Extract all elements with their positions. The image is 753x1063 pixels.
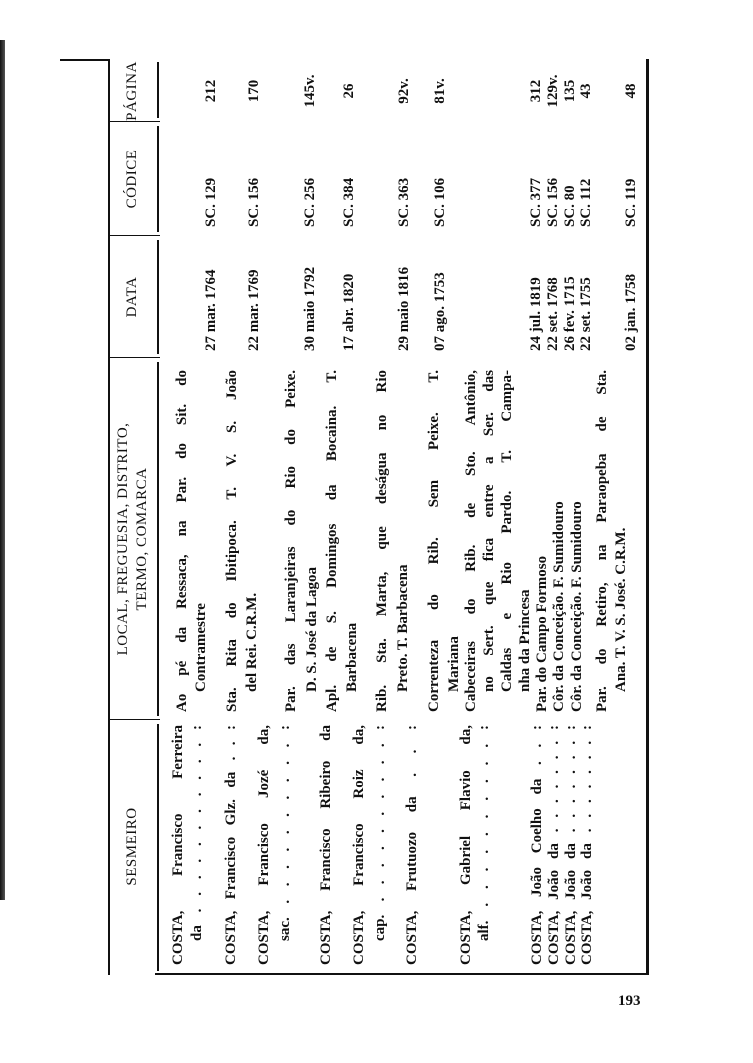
local-line: Barbacena: [344, 622, 360, 692]
pagina-cell: 212: [203, 79, 219, 103]
date-cell: 29 maio 1816: [396, 266, 412, 351]
sesmeiro-line: COSTA, Francisco Glz. da . . :: [223, 725, 239, 965]
table-left-border: [155, 973, 647, 975]
local-line: Ana. T. V. S. José. C.R.M.: [613, 527, 629, 692]
pagina-cell: 170: [246, 79, 262, 103]
sesmeiro-line: cap. . . . . . . . . . . :: [372, 725, 388, 941]
sesmeiro-line: COSTA, Francisco Roiz da,: [351, 725, 367, 965]
sesmeiro-line: COSTA, João da . . . . . . . :: [563, 725, 579, 965]
date-cell: 17 abr. 1820: [341, 273, 357, 351]
local-line: Correnteza do Rib. Sem Peixe. T.: [426, 370, 442, 712]
local-line: Apl. de S. Domingos da Bocaina. T.: [324, 370, 340, 712]
codice-cell: SC. 156: [246, 177, 262, 227]
sesmeiro-line: COSTA, João da . . . . . . . :: [546, 725, 562, 965]
date-cell: 07 ago. 1753: [432, 272, 448, 351]
sesmeiro-line: alf. . . . . . . . . . . :: [476, 725, 492, 941]
date-cell: 24 jul. 1819: [528, 277, 544, 351]
local-line: del Rei. C.R.M.: [244, 592, 260, 692]
local-line: Caldas e Rio Pardo. T. Campa-: [499, 370, 515, 692]
date-cell: 22 set. 1755: [578, 277, 594, 351]
local-line: no Sert. que fica entre a Ser. das: [481, 370, 497, 692]
page-number: 193: [618, 993, 641, 1009]
pagina-cell: 312: [528, 79, 544, 103]
date-cell: 26 fev. 1715: [562, 276, 578, 351]
sesmeiro-line: COSTA, Gabriel Flavio da,: [458, 725, 474, 965]
header-divider: [157, 126, 159, 232]
header-local-line2: TERMO, COMARCA: [134, 467, 150, 611]
header-local: [114, 358, 152, 720]
header-local-line1: LOCAL, FREGUESIA, DISTRITO,: [115, 422, 131, 656]
pagina-cell: 135: [562, 79, 578, 103]
local-line: nha da Princesa: [517, 589, 533, 692]
pagina-cell: 129v.: [545, 74, 561, 108]
local-line: Côr. da Conceição. F. Sumidouro: [551, 501, 567, 712]
sesmeiro-line: COSTA, João da . . . . . . . :: [579, 725, 595, 965]
local-line: Rib. Sta. Marta, que deságua no Rio: [374, 370, 390, 712]
table-right-tick: [60, 59, 110, 61]
header-data: DATA: [124, 276, 140, 318]
local-line: D. S. José da Lagoa: [304, 566, 320, 692]
codice-cell: SC. 384: [341, 177, 357, 227]
codice-cell: SC. 129: [203, 177, 219, 227]
pagina-cell: 92v.: [396, 78, 412, 104]
codice-cell: SC. 256: [302, 177, 318, 227]
table-bottom-border: [646, 59, 649, 975]
local-line: Par. do Campo Formoso: [534, 555, 550, 712]
sesmeiro-line: COSTA, Francisco Ferreira: [170, 725, 186, 965]
header-divider: [157, 724, 159, 971]
pagina-cell: 48: [623, 83, 639, 99]
header-divider: [157, 62, 159, 118]
local-line: Par. do Retiro, na Paraopeba de Sta.: [594, 370, 610, 712]
date-cell: 27 mar. 1764: [203, 269, 219, 351]
local-line: Côr. da Conceição. F. Sumidouro: [569, 501, 585, 712]
date-cell: 22 set. 1768: [545, 277, 561, 351]
date-cell: 02 jan. 1758: [623, 273, 639, 351]
codice-cell: SC. 80: [562, 185, 578, 227]
codice-cell: SC. 119: [623, 178, 639, 227]
codice-cell: SC. 112: [578, 178, 594, 227]
date-cell: 22 mar. 1769: [246, 269, 262, 351]
local-line: Mariana: [446, 636, 462, 692]
codice-cell: SC. 106: [432, 177, 448, 227]
header-codice: CÓDICE: [124, 149, 140, 209]
sesmeiro-line: sac. . . . . . . . . . . :: [277, 725, 293, 941]
pagina-cell: 145v.: [302, 74, 318, 108]
local-line: Sta. Rita do Ibitipoca. T. V. S. João: [224, 370, 240, 712]
date-cell: 30 maio 1792: [302, 266, 318, 351]
header-sesmeiro: SESMEIRO: [124, 807, 140, 886]
codice-cell: SC. 363: [396, 177, 412, 227]
local-line: Cabeceiras do Rib. de Sto. Antônio,: [463, 370, 479, 712]
header-pagina: PÁGINA: [124, 61, 140, 121]
table-top-border: [108, 59, 110, 975]
local-line: Par. das Laranjeiras do Rio do Peixe.: [283, 370, 299, 712]
pagina-cell: 26: [341, 83, 357, 99]
sesmeiro-line: da . . . . . . . . . . . :: [189, 725, 205, 941]
sesmeiro-line: COSTA, João Coelho da . . :: [529, 725, 545, 965]
pagina-cell: 43: [578, 83, 594, 99]
local-line: Contramestre: [193, 603, 209, 692]
codice-cell: SC. 377: [528, 177, 544, 227]
header-divider: [157, 362, 159, 716]
sesmeiro-line: COSTA, Francisco Jozé da,: [256, 725, 272, 965]
local-line: Preto. T. Barbacena: [395, 564, 411, 692]
header-divider: [157, 240, 159, 354]
local-line: Ao pé da Ressaca, na Par. do Sit. do: [174, 370, 190, 712]
sesmeiro-line: COSTA, Francisco Ribeiro da: [318, 725, 334, 965]
codice-cell: SC. 156: [545, 177, 561, 227]
pagina-cell: 81v.: [432, 78, 448, 104]
sesmeiro-line: COSTA, Frutuozo da . . :: [404, 725, 420, 965]
